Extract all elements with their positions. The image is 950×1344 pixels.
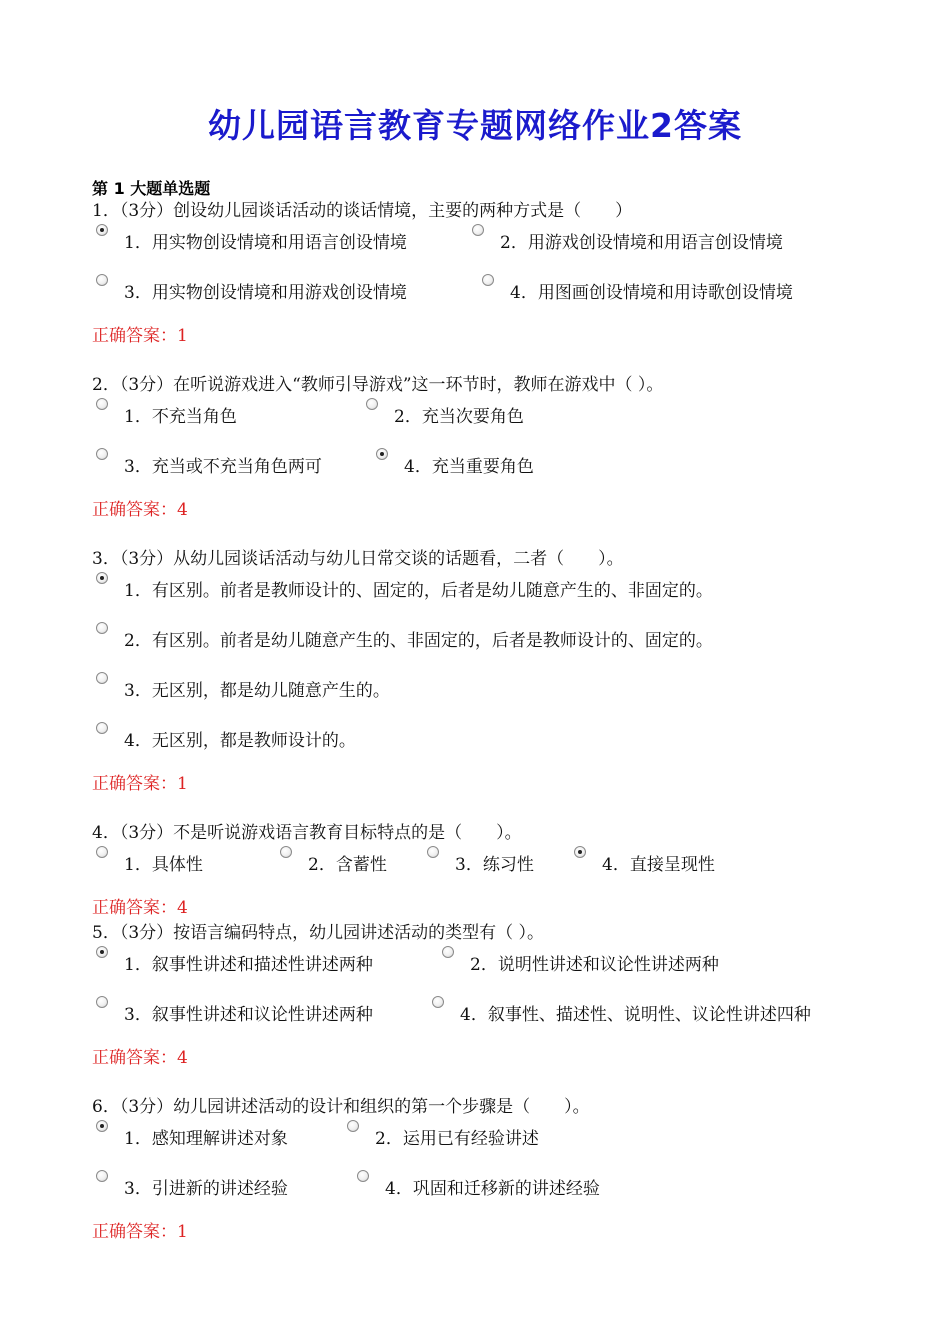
option-label: 2．充当次要角色 <box>394 407 524 427</box>
question-2-text: 2．（3分）在听说游戏进入“教师引导游戏”这一环节时，教师在游戏中（ ）。 <box>92 375 664 395</box>
option-label: 2．运用已有经验讲述 <box>375 1129 539 1149</box>
question-1-text: 1．（3分）创设幼儿园谈话活动的谈话情境，主要的两种方式是（ ） <box>92 201 633 221</box>
radio-unchecked-icon[interactable] <box>427 846 439 858</box>
radio-unchecked-icon[interactable] <box>442 946 454 958</box>
radio-unchecked-icon[interactable] <box>482 274 494 286</box>
radio-unchecked-icon[interactable] <box>96 274 108 286</box>
question-1-options-row-2 <box>0 280 950 306</box>
option-label: 4．巩固和迁移新的讲述经验 <box>385 1179 600 1199</box>
question-6-option-1[interactable] <box>124 1126 288 1152</box>
question-2-option-1[interactable] <box>124 404 237 430</box>
question-3-option-3[interactable] <box>124 678 390 704</box>
option-label: 4．叙事性、描述性、说明性、议论性讲述四种 <box>460 1005 811 1025</box>
radio-unchecked-icon[interactable] <box>432 996 444 1008</box>
question-5-option-2[interactable] <box>470 952 719 978</box>
radio-checked-icon[interactable] <box>376 448 388 460</box>
radio-unchecked-icon[interactable] <box>472 224 484 236</box>
question-6-answer: 正确答案：1 <box>92 1222 188 1242</box>
question-5-option-3[interactable] <box>124 1002 373 1028</box>
radio-unchecked-icon[interactable] <box>96 1170 108 1182</box>
option-label: 4．无区别，都是教师设计的。 <box>124 731 356 751</box>
question-2-option-2[interactable] <box>394 404 524 430</box>
option-label: 1．叙事性讲述和描述性讲述两种 <box>124 955 373 975</box>
question-6-options-row-2 <box>0 1176 950 1202</box>
radio-unchecked-icon[interactable] <box>366 398 378 410</box>
question-5-options-row-2 <box>0 1002 950 1028</box>
question-4-option-1[interactable] <box>124 852 203 878</box>
radio-checked-icon[interactable] <box>574 846 586 858</box>
option-label: 3．用实物创设情境和用游戏创设情境 <box>124 283 407 303</box>
radio-unchecked-icon[interactable] <box>96 448 108 460</box>
option-label: 4．充当重要角色 <box>404 457 534 477</box>
option-label: 1．用实物创设情境和用语言创设情境 <box>124 233 407 253</box>
option-label: 4．用图画创设情境和用诗歌创设情境 <box>510 283 793 303</box>
question-6-option-2[interactable] <box>375 1126 539 1152</box>
question-6-option-3[interactable] <box>124 1176 288 1202</box>
option-label: 1．具体性 <box>124 855 203 875</box>
option-label: 3．无区别，都是幼儿随意产生的。 <box>124 681 390 701</box>
question-2-option-4[interactable] <box>404 454 534 480</box>
question-2-options-row-2 <box>0 454 950 480</box>
question-3-option-1[interactable] <box>124 578 713 604</box>
option-label: 3．引进新的讲述经验 <box>124 1179 288 1199</box>
question-5-text: 5．（3分）按语言编码特点，幼儿园讲述活动的类型有（ ）。 <box>92 923 545 943</box>
question-6-text: 6．（3分）幼儿园讲述活动的设计和组织的第一个步骤是（ ）。 <box>92 1097 590 1117</box>
question-3-options-row-2 <box>0 628 950 654</box>
question-3-text: 3．（3分）从幼儿园谈话活动与幼儿日常交谈的话题看，二者（ ）。 <box>92 549 624 569</box>
radio-checked-icon[interactable] <box>96 224 108 236</box>
option-label: 3．充当或不充当角色两可 <box>124 457 322 477</box>
option-label: 2．用游戏创设情境和用语言创设情境 <box>500 233 783 253</box>
question-3-options-row-3 <box>0 678 950 704</box>
radio-unchecked-icon[interactable] <box>96 846 108 858</box>
radio-unchecked-icon[interactable] <box>347 1120 359 1132</box>
option-label: 1．有区别。前者是教师设计的、固定的，后者是幼儿随意产生的、非固定的。 <box>124 581 713 601</box>
question-4-options-row-1 <box>0 852 950 878</box>
question-5-option-1[interactable] <box>124 952 373 978</box>
question-3-answer: 正确答案：1 <box>92 774 188 794</box>
question-4-answer: 正确答案：4 <box>92 898 188 918</box>
radio-unchecked-icon[interactable] <box>96 622 108 634</box>
question-3-option-4[interactable] <box>124 728 356 754</box>
radio-unchecked-icon[interactable] <box>96 672 108 684</box>
question-4-option-3[interactable] <box>455 852 534 878</box>
question-6-option-4[interactable] <box>385 1176 600 1202</box>
question-2-answer: 正确答案：4 <box>92 500 188 520</box>
section-heading: 第 1 大题单选题 <box>92 179 211 198</box>
question-1-option-1[interactable] <box>124 230 407 256</box>
option-label: 4．直接呈现性 <box>602 855 715 875</box>
radio-unchecked-icon[interactable] <box>280 846 292 858</box>
question-3-option-2[interactable] <box>124 628 713 654</box>
question-3-options-row-1 <box>0 578 950 604</box>
document-title: 幼儿园语言教育专题网络作业2答案 <box>208 106 742 145</box>
option-label: 3．练习性 <box>455 855 534 875</box>
radio-unchecked-icon[interactable] <box>96 996 108 1008</box>
option-label: 2．有区别。前者是幼儿随意产生的、非固定的，后者是教师设计的、固定的。 <box>124 631 713 651</box>
option-label: 2．说明性讲述和议论性讲述两种 <box>470 955 719 975</box>
question-5-option-4[interactable] <box>460 1002 811 1028</box>
question-3-options-row-4 <box>0 728 950 754</box>
radio-unchecked-icon[interactable] <box>357 1170 369 1182</box>
option-label: 2．含蓄性 <box>308 855 387 875</box>
question-2-options-row-1 <box>0 404 950 430</box>
radio-checked-icon[interactable] <box>96 572 108 584</box>
radio-unchecked-icon[interactable] <box>96 722 108 734</box>
question-4-option-2[interactable] <box>308 852 387 878</box>
radio-checked-icon[interactable] <box>96 1120 108 1132</box>
question-2-option-3[interactable] <box>124 454 322 480</box>
question-4-text: 4．（3分）不是听说游戏语言教育目标特点的是（ ）。 <box>92 823 522 843</box>
option-label: 1．不充当角色 <box>124 407 237 427</box>
radio-unchecked-icon[interactable] <box>96 398 108 410</box>
question-5-answer: 正确答案：4 <box>92 1048 188 1068</box>
question-5-options-row-1 <box>0 952 950 978</box>
question-1-answer: 正确答案：1 <box>92 326 188 346</box>
question-1-option-4[interactable] <box>510 280 793 306</box>
question-1-options-row-1 <box>0 230 950 256</box>
question-1-option-3[interactable] <box>124 280 407 306</box>
option-label: 1．感知理解讲述对象 <box>124 1129 288 1149</box>
question-1-option-2[interactable] <box>500 230 783 256</box>
radio-checked-icon[interactable] <box>96 946 108 958</box>
question-6-options-row-1 <box>0 1126 950 1152</box>
question-4-option-4[interactable] <box>602 852 715 878</box>
option-label: 3．叙事性讲述和议论性讲述两种 <box>124 1005 373 1025</box>
